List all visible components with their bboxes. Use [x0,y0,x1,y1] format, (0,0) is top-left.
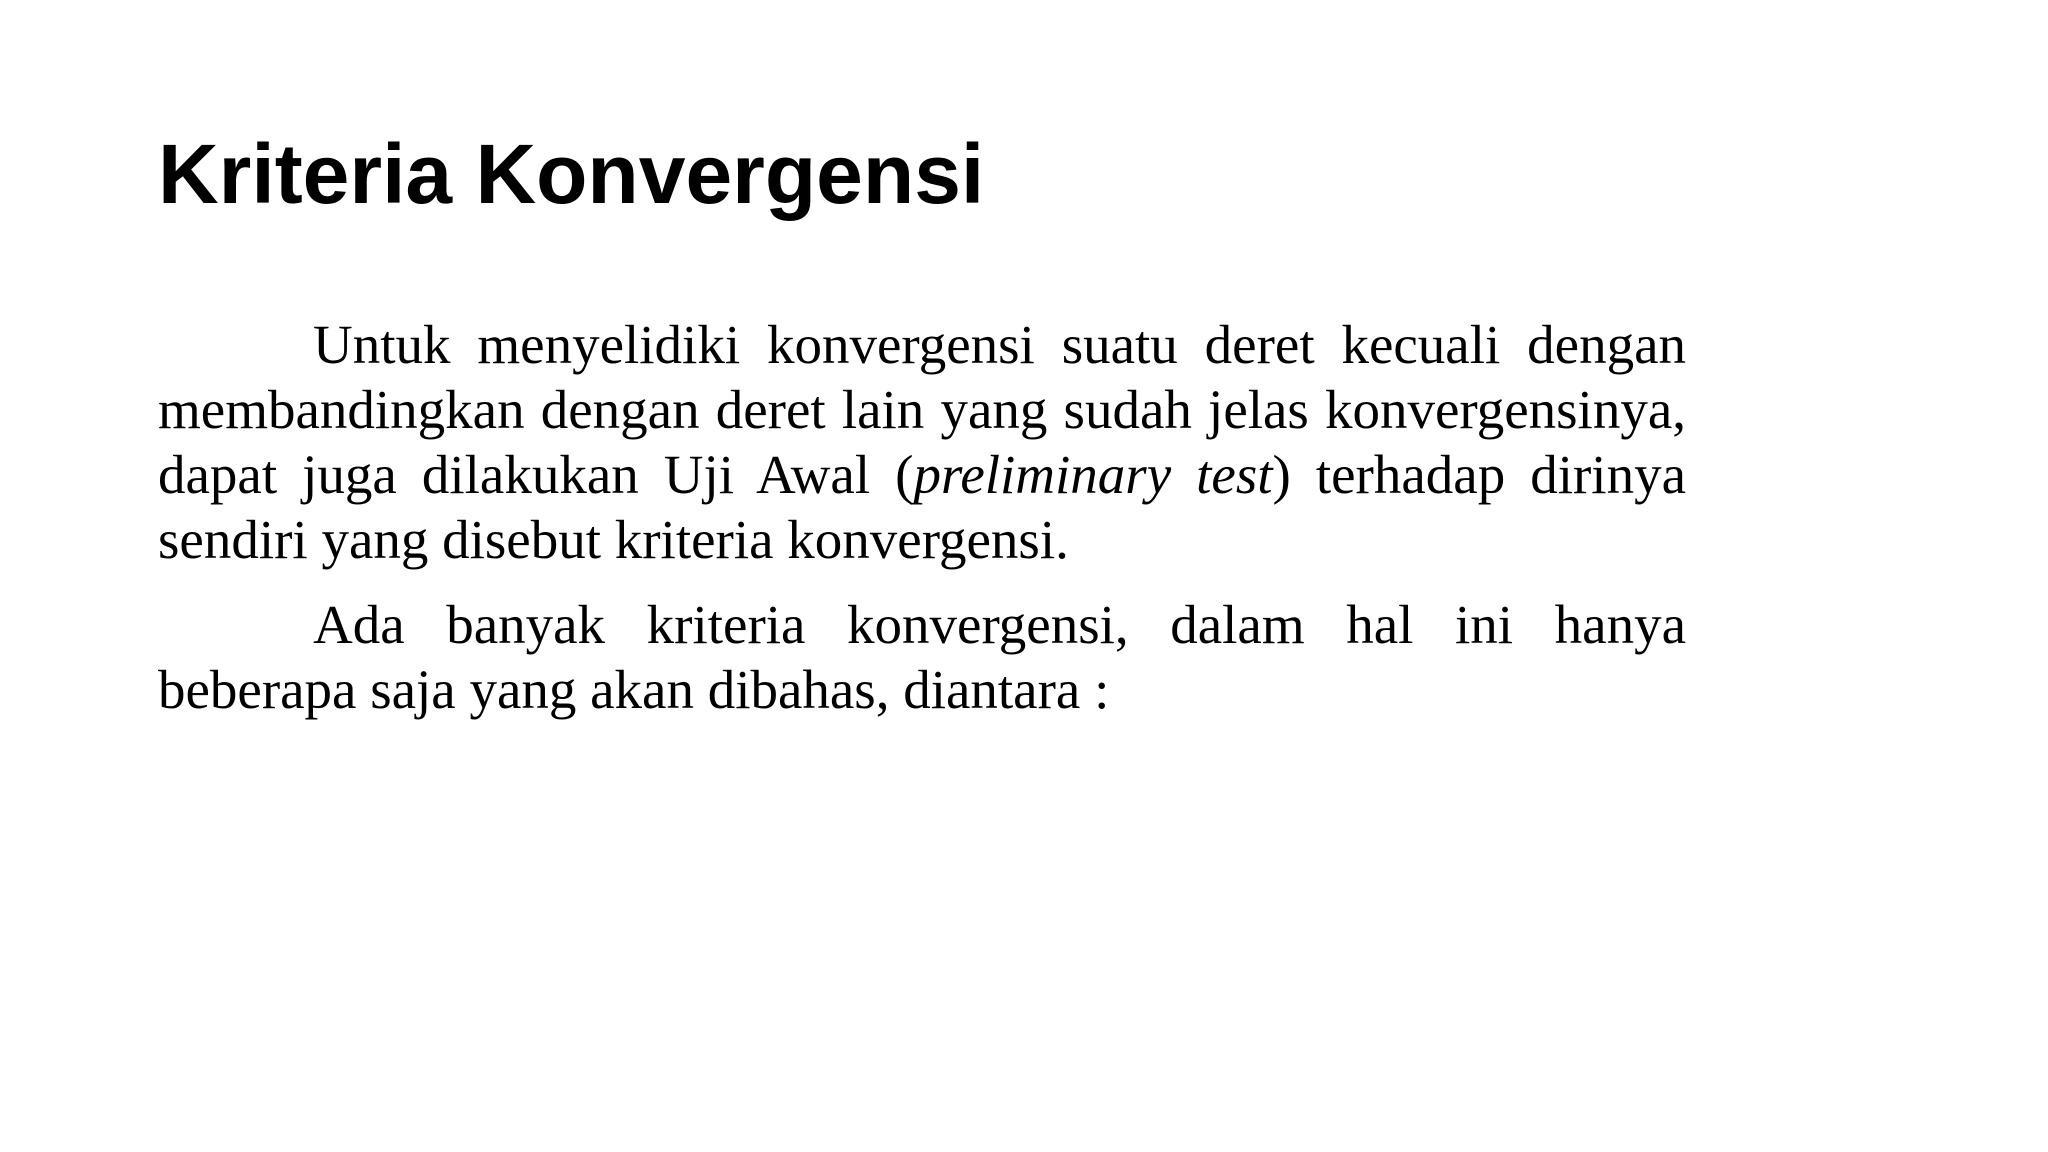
paragraph-intro-text-2: ) terhadap dirinya sendiri yang disebut kriteria konvergensi. [158,444,1687,570]
paragraph-criteria: Ada banyak kriteria konvergensi, dalam hal ini hanya beberapa saja yang akan dibahas, diantara : [158,594,1686,720]
paragraph-intro-italic-term: preliminary test [913,444,1273,505]
paragraph-intro-text-1: Untuk menyelidiki konvergensi suatu deret kecuali dengan membandingkan dengan deret lain yang sudah jelas konvergensinya, dapat juga dilakukan Uji Awal ( [158,314,1686,505]
paragraph-intro [158,312,1686,572]
slide-body [158,312,1686,722]
slide-title: Kriteria Konvergensi [158,127,985,221]
